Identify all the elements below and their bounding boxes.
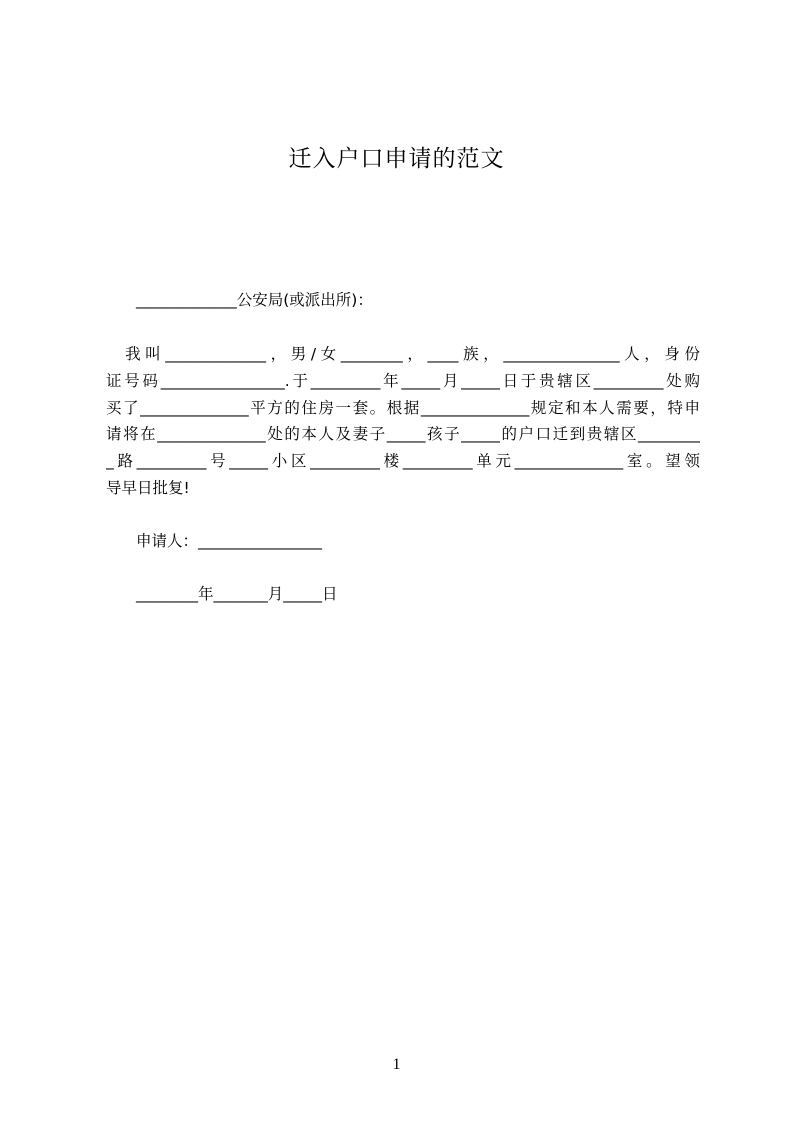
body-line-1: 我叫_____________，男/女________，____族，_______________人，身份 bbox=[106, 345, 700, 363]
body-line-4: 请将在______________处的本人及妻子_____孩子_____的户口迁到贵辖区________ bbox=[106, 425, 700, 444]
document-title: 迁入户口申请的范文 bbox=[288, 146, 505, 172]
applicant-line: 申请人：________________ bbox=[136, 532, 323, 550]
body-line-5: _路_________号_____小区_________楼_________单元______________室。望领 bbox=[106, 452, 700, 471]
body-line-2: 证号码________________.于_________年_____月_____日于贵辖区_________处购 bbox=[106, 371, 700, 390]
page-number: 1 bbox=[392, 1056, 401, 1073]
date-line: ________年_______月_____日 bbox=[136, 585, 338, 603]
addressee-line: _____________公安局(或派出所)： bbox=[136, 291, 373, 309]
body-line-6: 导早日批复! bbox=[106, 478, 190, 497]
body-line-3: 买了______________平方的住房一套。根据______________规定和本人需要，特申 bbox=[106, 398, 700, 417]
application-body bbox=[106, 344, 700, 505]
